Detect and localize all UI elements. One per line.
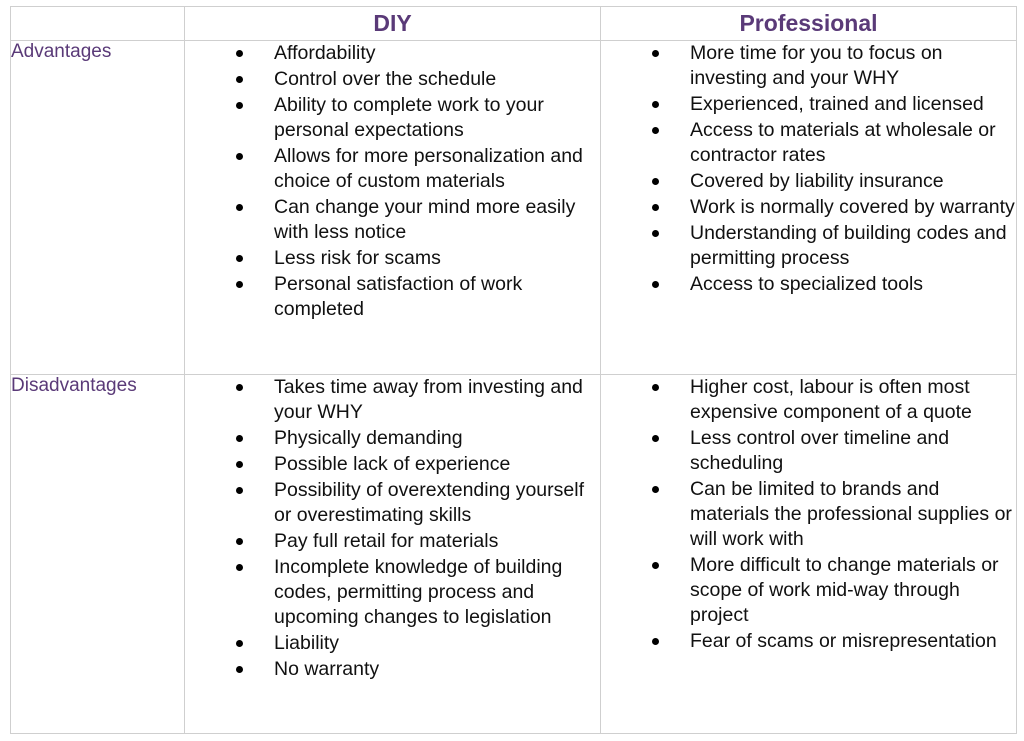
advantages-row <box>11 41 1017 375</box>
disadvantages-professional-list <box>601 375 1016 654</box>
list-item <box>601 426 1016 476</box>
disadvantages-professional-cell <box>601 375 1017 734</box>
list-item-text: Higher cost, labour is often most expensive component of a quote <box>690 376 972 423</box>
row-label-advantages: Advantages <box>11 41 185 375</box>
list-item-text: Takes time away from investing and your WHY <box>274 376 583 423</box>
list-item-text: Personal satisfaction of work completed <box>274 273 523 320</box>
bullet-icon <box>236 666 243 673</box>
list-item-text: Allows for more personalization and choice of custom materials <box>274 145 583 192</box>
list-item <box>185 478 600 528</box>
list-item-text: Affordability <box>274 42 376 64</box>
list-item-text: Work is normally covered by warranty <box>690 196 1015 218</box>
disadvantages-row <box>11 375 1017 734</box>
list-item <box>601 118 1016 168</box>
bullet-icon <box>236 384 243 391</box>
list-item-text: More difficult to change materials or scope of work mid-way through project <box>690 554 999 626</box>
list-item <box>185 67 600 92</box>
list-item-text: Incomplete knowledge of building codes, permitting process and upcoming changes to legislation <box>274 556 563 628</box>
bullet-icon <box>236 487 243 494</box>
bullet-icon <box>652 178 659 185</box>
list-item <box>601 553 1016 628</box>
bullet-icon <box>652 384 659 391</box>
advantages-professional-cell <box>601 41 1017 375</box>
row-label-disadvantages: Disadvantages <box>11 375 185 734</box>
list-item <box>601 629 1016 654</box>
list-item <box>601 221 1016 271</box>
bullet-icon <box>652 50 659 57</box>
header-diy: DIY <box>185 7 601 41</box>
list-item-text: Pay full retail for materials <box>274 530 499 552</box>
bullet-icon <box>236 640 243 647</box>
list-item-text: Less control over timeline and scheduling <box>690 427 950 474</box>
list-item-text: Physically demanding <box>274 427 463 449</box>
list-item <box>601 41 1016 91</box>
list-item-text: Possibility of overextending yourself or overestimating skills <box>274 479 584 526</box>
list-item <box>185 426 600 451</box>
bullet-icon <box>652 486 659 493</box>
header-empty-cell <box>11 7 185 41</box>
list-item <box>185 93 600 143</box>
list-item <box>185 452 600 477</box>
disadvantages-diy-list <box>185 375 600 682</box>
list-item <box>185 144 600 194</box>
bullet-icon <box>652 127 659 134</box>
header-row <box>11 7 1017 41</box>
bullet-icon <box>236 50 243 57</box>
bullet-icon <box>652 562 659 569</box>
list-item-text: More time for you to focus on investing and your WHY <box>690 42 943 89</box>
bullet-icon <box>236 255 243 262</box>
list-item-text: Access to specialized tools <box>690 273 924 295</box>
list-item <box>185 375 600 425</box>
list-item-text: Experienced, trained and licensed <box>690 93 984 115</box>
bullet-icon <box>236 435 243 442</box>
list-item <box>601 477 1016 552</box>
list-item <box>601 169 1016 194</box>
list-item-text: Covered by liability insurance <box>690 170 944 192</box>
list-item-text: Ability to complete work to your personal expectations <box>274 94 544 141</box>
list-item <box>185 555 600 630</box>
list-item-text: Less risk for scams <box>274 247 441 269</box>
bullet-icon <box>652 435 659 442</box>
bullet-icon <box>236 102 243 109</box>
list-item <box>185 41 600 66</box>
header-professional: Professional <box>601 7 1017 41</box>
bullet-icon <box>236 76 243 83</box>
list-item <box>601 272 1016 297</box>
bullet-icon <box>236 204 243 211</box>
advantages-diy-cell <box>185 41 601 375</box>
advantages-professional-list <box>601 41 1016 297</box>
list-item <box>185 272 600 322</box>
list-item <box>185 657 600 682</box>
bullet-icon <box>652 204 659 211</box>
bullet-icon <box>236 461 243 468</box>
bullet-icon <box>652 230 659 237</box>
list-item <box>601 195 1016 220</box>
list-item <box>185 195 600 245</box>
list-item-text: Possible lack of experience <box>274 453 511 475</box>
list-item-text: Can change your mind more easily with less notice <box>274 196 576 243</box>
list-item-text: Understanding of building codes and permitting process <box>690 222 1007 269</box>
bullet-icon <box>236 538 243 545</box>
list-item-text: No warranty <box>274 658 380 680</box>
bullet-icon <box>236 564 243 571</box>
list-item <box>185 631 600 656</box>
list-item <box>601 92 1016 117</box>
list-item <box>601 375 1016 425</box>
list-item <box>185 529 600 554</box>
bullet-icon <box>652 101 659 108</box>
bullet-icon <box>652 638 659 645</box>
bullet-icon <box>236 153 243 160</box>
list-item-text: Fear of scams or misrepresentation <box>690 630 997 652</box>
list-item-text: Liability <box>274 632 340 654</box>
advantages-diy-list <box>185 41 600 322</box>
disadvantages-diy-cell <box>185 375 601 734</box>
bullet-icon <box>652 281 659 288</box>
list-item-text: Can be limited to brands and materials the professional supplies or will work with <box>690 478 1012 550</box>
list-item-text: Control over the schedule <box>274 68 497 90</box>
list-item <box>185 246 600 271</box>
list-item-text: Access to materials at wholesale or contractor rates <box>690 119 996 166</box>
bullet-icon <box>236 281 243 288</box>
comparison-table <box>10 6 1017 734</box>
